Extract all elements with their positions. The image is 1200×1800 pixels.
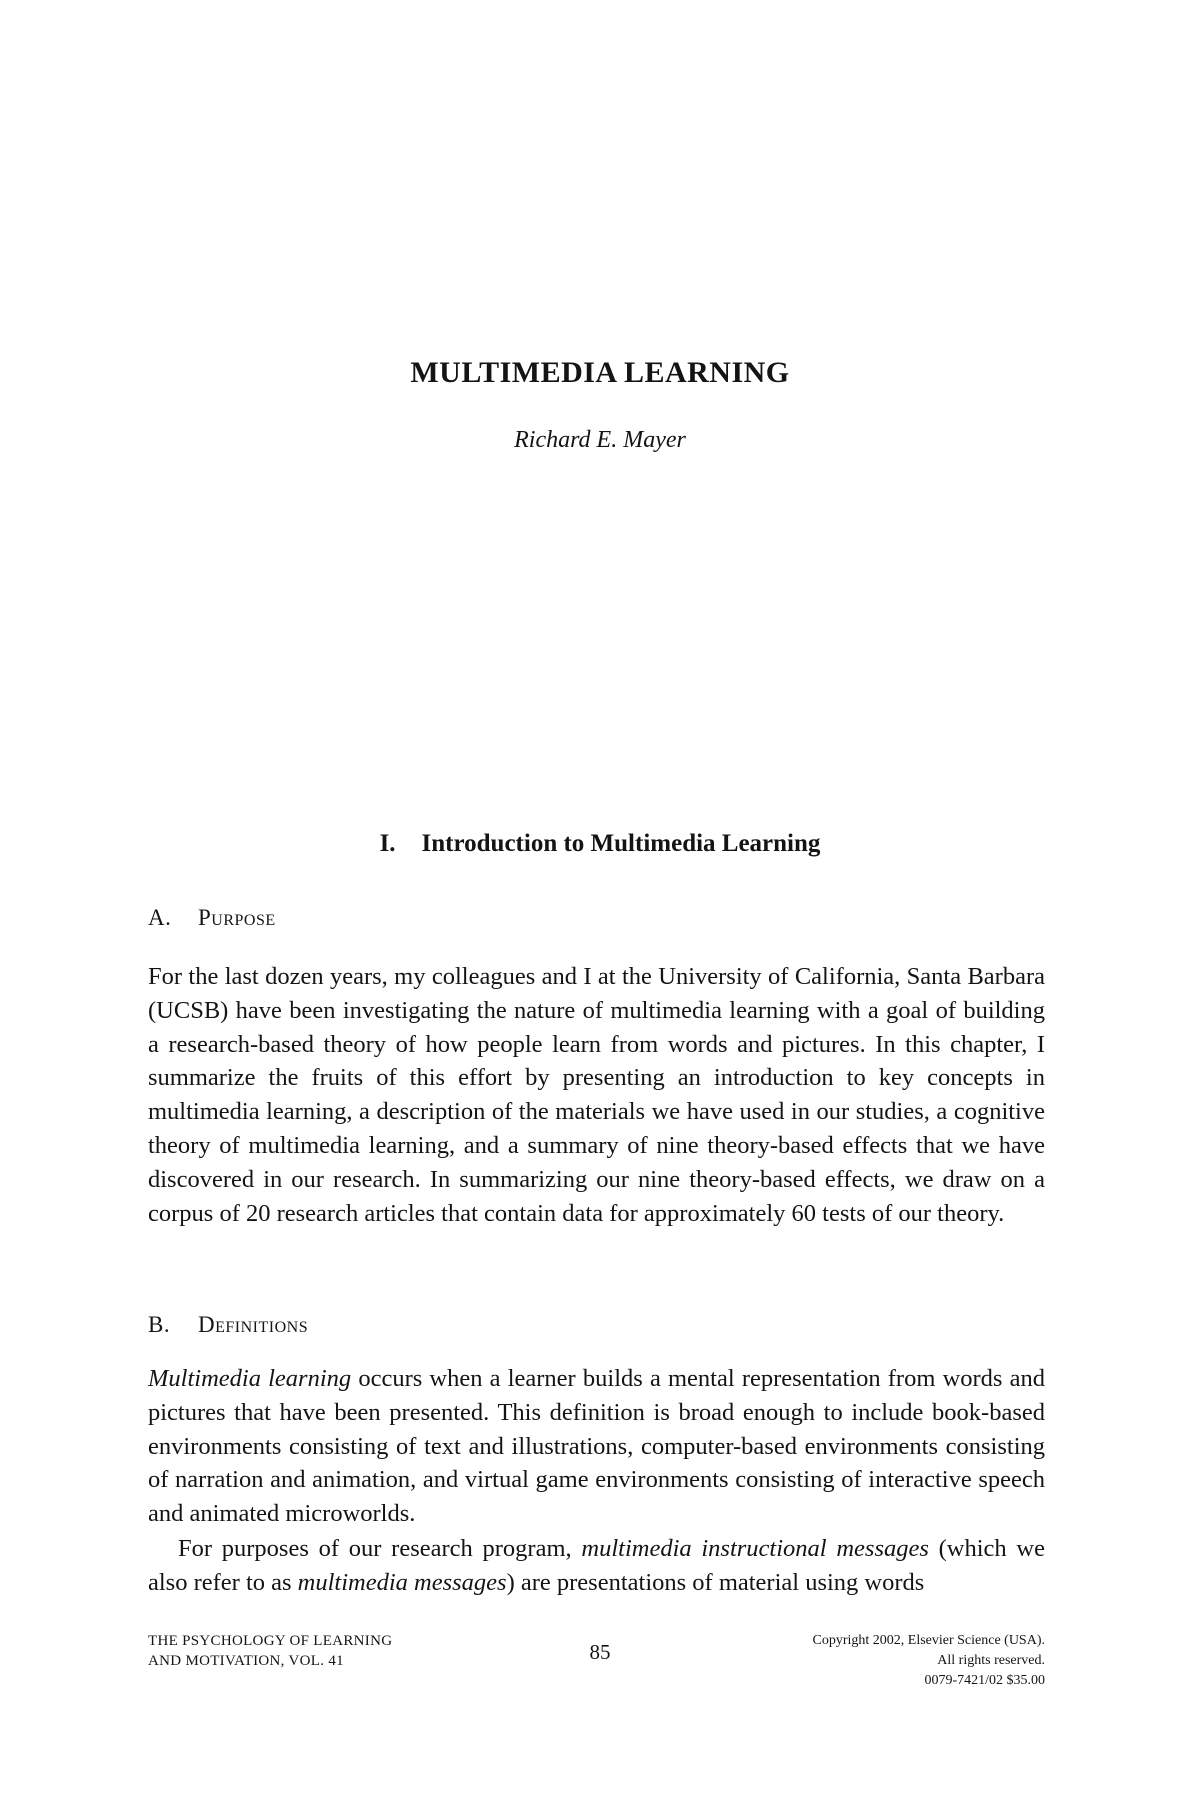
definitions-paragraph-1-text: occurs when a learner builds a mental representation from words and pictures that have been presented. This definition is broad enough to include book-based environments consisting of text and illustrations, computer-based environments consisting of narration and animation, and virtual game environments consisting of interactive speech and animated microworlds. <box>148 1365 1045 1528</box>
subsection-b-heading <box>148 1312 308 1338</box>
definitions-paragraph-2-start: For purposes of our research program, <box>178 1535 582 1562</box>
definitions-paragraph-1 <box>148 1362 1045 1531</box>
definitions-paragraph-2-end: ) are presentations of material using words <box>506 1568 925 1596</box>
footer-copyright-line-1: Copyright 2002, Elsevier Science (USA). <box>812 1633 1045 1648</box>
subsection-b-letter: B. <box>148 1312 171 1337</box>
page-number: 85 <box>589 1640 611 1664</box>
purpose-paragraph: For the last dozen years, my colleagues and I at the University of California, Santa Barbara (UCSB) have been investigating the nature of multimedia learning with a goal of building a research-based theory of how people learn from words and pictures. In this chapter, I summarize the fruits of this effort by presenting an introduction to key concepts in multimedia learning, a description of the materials we have used in our studies, a cognitive theory of multimedia learning, and a summary of nine theory-based effects that we have discovered in our research. In summarizing our nine theory-based effects, we draw on a corpus of 20 research articles that contain data for approximately 60 tests of our theory. <box>148 963 1045 1227</box>
term-multimedia-learning: Multimedia learning <box>148 1365 352 1392</box>
footer-copyright-line-3: 0079-7421/02 $35.00 <box>924 1673 1045 1688</box>
footer-copyright <box>812 1631 1045 1691</box>
subsection-a-title: Purpose <box>198 905 276 930</box>
footer-series-line-1: THE PSYCHOLOGY OF LEARNING <box>148 1633 393 1649</box>
definitions-paragraph-2 <box>148 1532 1045 1600</box>
section-number: I. <box>379 830 396 857</box>
subsection-b-title: Definitions <box>198 1312 309 1337</box>
author-name: Richard E. Mayer <box>514 427 686 453</box>
term-multimedia-instructional-messages: multimedia instructional messages <box>581 1535 929 1562</box>
definitions-paragraph-2-mid: (which we also refer to as <box>148 1535 1045 1596</box>
subsection-a-heading <box>148 905 276 931</box>
section-heading <box>0 830 1200 858</box>
chapter-title: MULTIMEDIA LEARNING <box>410 356 790 389</box>
subsection-a-letter: A. <box>148 905 172 930</box>
footer-copyright-line-2: All rights reserved. <box>937 1653 1045 1668</box>
term-multimedia-messages: multimedia messages <box>297 1568 507 1596</box>
footer-series-line-2: AND MOTIVATION, VOL. 41 <box>148 1653 344 1669</box>
section-title: Introduction to Multimedia Learning <box>421 830 821 857</box>
